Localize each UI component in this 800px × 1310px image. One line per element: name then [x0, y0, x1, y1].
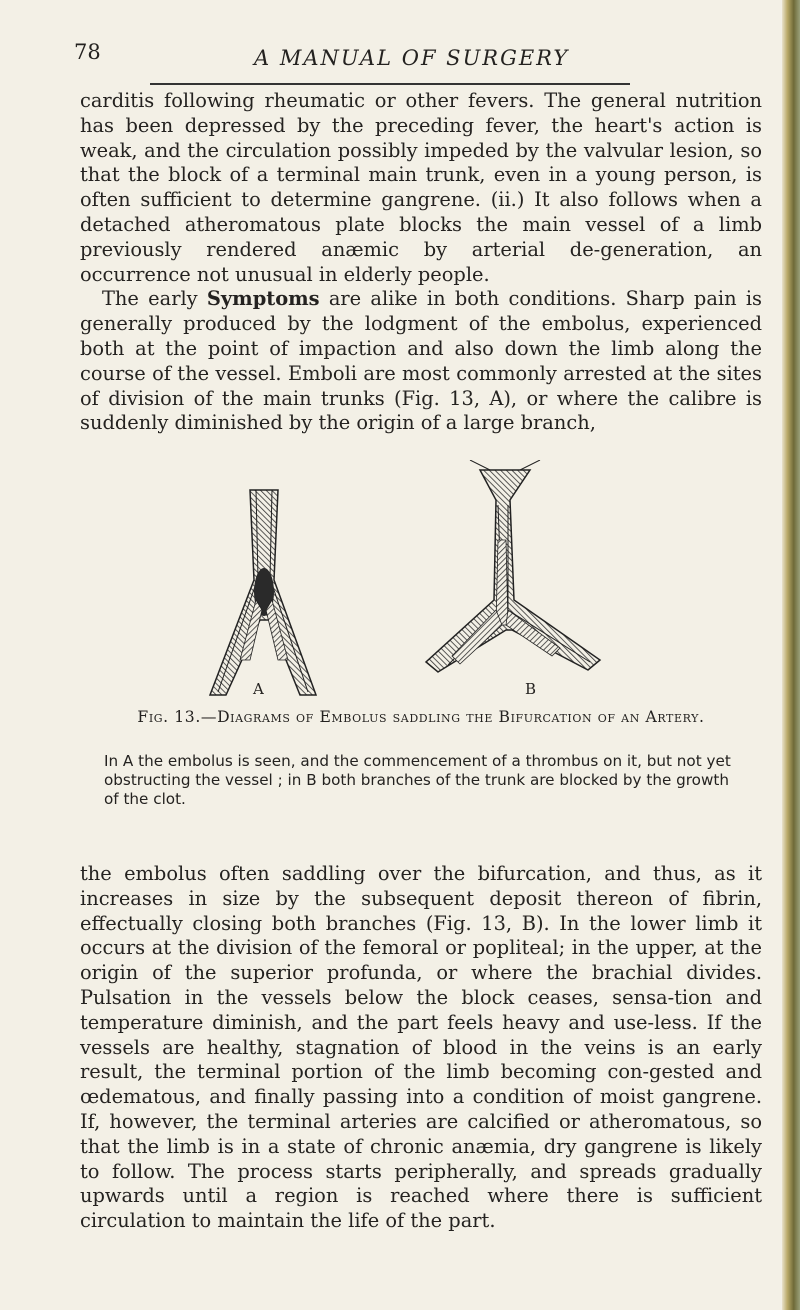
page-number: 78	[74, 40, 101, 64]
embolus-figure	[190, 460, 630, 700]
body-text-top	[80, 89, 762, 436]
body-text-bottom	[80, 862, 762, 1234]
paragraph-embolus-saddling: the embolus often saddling over the bifurcation, and thus, as it increases in size by the subsequent deposit thereon of fibrin, effectually closing both branches (Fig. 13, B). In the lower limb it occurs at the division of the femoral or popliteal; in the upper, at the origin of the superior profunda, or where the brachial divides. Pulsation in the vessels below the block ceases, sensa-tion and temperature diminish, and the part feels heavy and use-less. If the vessels are healthy, stagnation of blood in the veins is an early result, the terminal portion of the limb becoming con-gested and œdematous, and finally passing into a condition of moist gangrene. If, however, the terminal arteries are calcified or atheromatous, so that the limb is in a state of chronic anæmia, dry gangrene is likely to follow. The process starts peripherally, and spreads gradually upwards until a region is reached where there is sufficient circulation to maintain the life of the part.	[80, 862, 762, 1233]
figure-label-b: B	[525, 680, 537, 698]
paragraph-carditis: carditis following rheumatic or other fevers. The general nutrition has been depressed by the preceding fever, the heart's action is weak, and the circulation possibly impeded by the valvular lesion, so that the block of a terminal main trunk, even in a young person, is often sufficient to determine gangrene. (ii.) It also follows when a detached atheromatous plate blocks the main vessel of a limb previously rendered anæmic by arterial de-generation, an occurrence not unusual in elderly people.	[80, 89, 762, 286]
figure-caption-title: Fig. 13.—Diagrams of Embolus saddling the Bifurcation of an Artery.	[137, 708, 705, 726]
diagram-b	[426, 460, 600, 672]
running-head: A MANUAL OF SURGERY	[254, 46, 570, 70]
page-header	[74, 40, 764, 80]
figure-caption-description: In A the embolus is seen, and the commencement of a thrombus on it, but not yet obstructing the vessel ; in B both branches of the trunk are blocked by the growth of the clot.	[104, 752, 731, 808]
page-edge	[782, 0, 800, 1310]
paragraph-symptoms	[80, 287, 762, 436]
symptoms-intro: The early	[102, 287, 207, 311]
figure-label-a: A	[253, 680, 264, 698]
symptoms-text: are alike in both conditions. Sharp pain is generally produced by the lodgment of the embolus, experienced both at the point of impaction and also down the limb along the course of the vessel. Emboli are most commonly arrested at the sites of division of the main trunks (Fig. 13, A), or where the calibre is suddenly diminished by the origin of a large branch,	[80, 287, 763, 435]
symptoms-heading: Symptoms	[206, 287, 320, 311]
diagram-a	[210, 490, 316, 695]
header-rule	[150, 83, 630, 85]
clot-b	[496, 540, 508, 625]
